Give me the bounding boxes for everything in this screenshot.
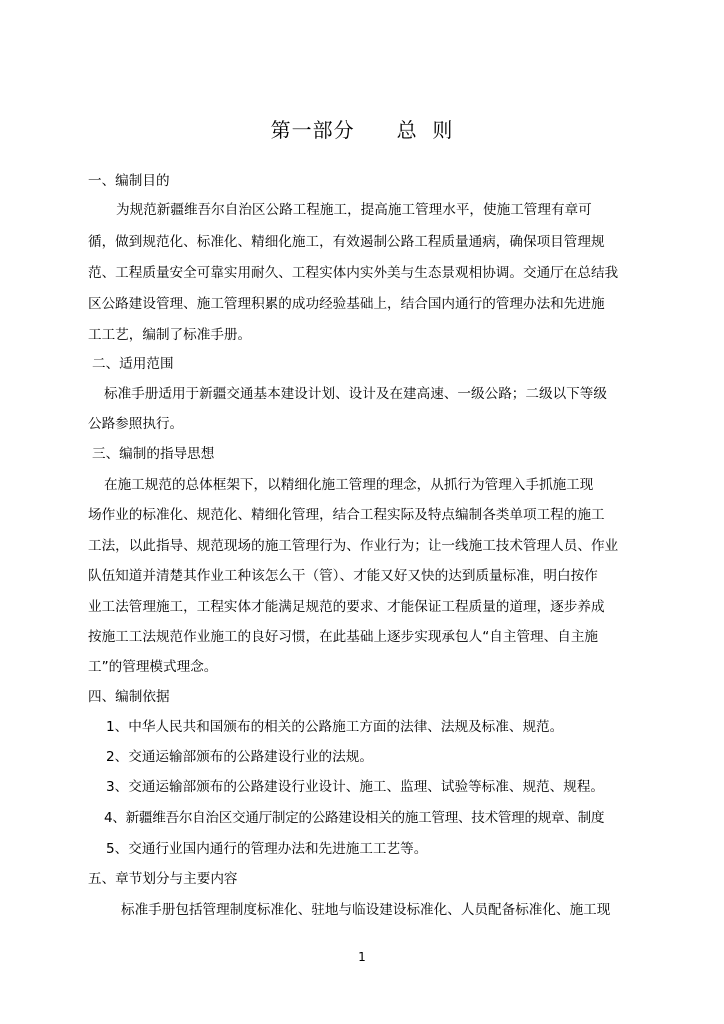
page-number: 1 [358,950,366,964]
section-heading-chapters: 五、章节划分与主要内容 [88,871,238,887]
paragraph-line: 标准手册适用于新疆交通基本建设计划、设计及在建高速、一级公路；二级以下等级 [104,386,607,402]
paragraph-line: 循，做到规范化、标准化、精细化施工，有效遏制公路工程质量通病，确保项目管理规 [88,234,605,250]
section-heading-guiding-idea: 三、编制的指导思想 [92,446,215,462]
section-heading-purpose: 一、编制目的 [88,173,170,189]
section-heading-scope: 二、适用范围 [92,356,174,372]
paragraph-line: 范、工程质量安全可靠实用耐久、工程实体内实外美与生态景观相协调。交通厅在总结我 [88,265,619,281]
paragraph-line: 场作业的标准化、规范化、精细化管理，结合工程实际及特点编制各类单项工程的施工 [88,507,605,523]
list-item: 3、交通运输部颁布的公路建设行业设计、施工、监理、试验等标准、规范、规程。 [106,779,605,795]
paragraph-line: 队伍知道并清楚其作业工种该怎么干（管）、才能又好又快的达到质量标准，明白按作 [88,568,598,584]
paragraph-line: 按施工工法规范作业施工的良好习惯，在此基础上逐步实现承包人“自主管理、自主施 [88,629,599,645]
paragraph-line: 工工艺，编制了标准手册。 [88,327,252,343]
paragraph-line: 工”的管理模式理念。 [88,659,218,675]
paragraph-line: 在施工规范的总体框架下，以精细化施工管理的理念，从抓行为管理入手抓施工现 [104,477,594,493]
section-heading-basis: 四、编制依据 [88,689,170,705]
paragraph-line: 公路参照执行。 [88,416,184,432]
list-item: 5、交通行业国内通行的管理办法和先进施工工艺等。 [106,841,428,857]
list-item: 4、新疆维吾尔自治区交通厅制定的公路建设相关的施工管理、技术管理的规章、制度 [104,810,605,826]
paragraph-line: 为规范新疆维吾尔自治区公路工程施工，提高施工管理水平，使施工管理有章可 [116,202,592,218]
paragraph-line: 工法，以此指导、规范现场的施工管理行为、作业行为；让一线施工技术管理人员、作业 [88,538,619,554]
page-title: 第一部分 总 则 [270,118,454,142]
paragraph-line: 区公路建设管理、施工管理积累的成功经验基础上，结合国内通行的管理办法和先进施 [88,296,605,312]
list-item: 1、中华人民共和国颁布的相关的公路施工方面的法律、法规及标准、规范。 [106,719,564,735]
paragraph-line: 标准手册包括管理制度标准化、驻地与临设建设标准化、人员配备标准化、施工现 [121,902,611,918]
paragraph-line: 业工法管理施工，工程实体才能满足规范的要求、才能保证工程质量的道理，逐步养成 [88,599,605,615]
list-item: 2、交通运输部颁布的公路建设行业的法规。 [106,749,373,765]
